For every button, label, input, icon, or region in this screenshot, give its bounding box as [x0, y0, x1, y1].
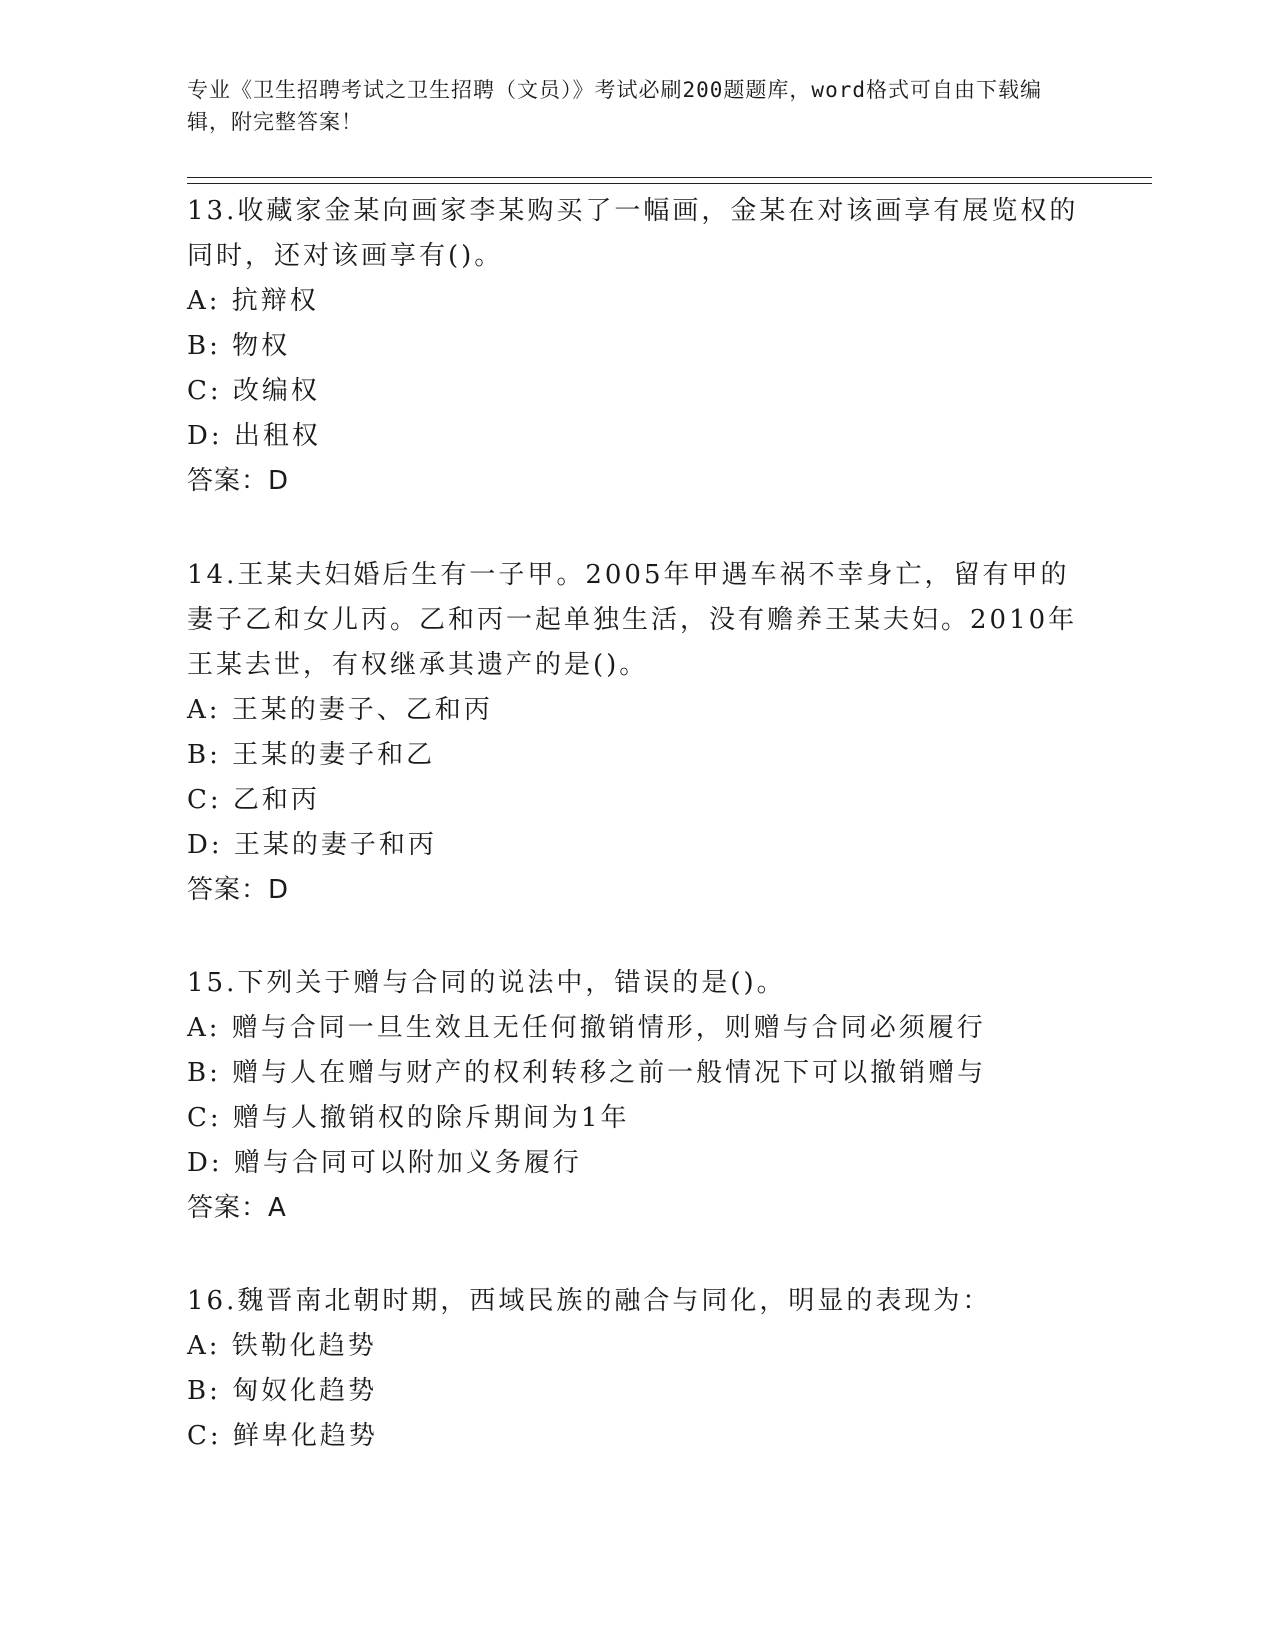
answer: 答案：D [187, 466, 290, 496]
answer: 答案：D [187, 875, 290, 905]
option-c: C: 改编权 [187, 376, 320, 406]
option-c: C: 鲜卑化趋势 [187, 1421, 378, 1451]
question-14 [187, 553, 1087, 913]
question-15 [187, 961, 1087, 1231]
header-divider-top [187, 177, 1152, 178]
option-a: A: 王某的妻子、乙和丙 [187, 695, 493, 725]
option-c: C: 乙和丙 [187, 785, 320, 815]
option-a: A: 铁勒化趋势 [187, 1331, 377, 1361]
question-stem: 14.王某夫妇婚后生有一子甲。2005年甲遇车祸不幸身亡，留有甲的妻子乙和女儿丙。乙和丙一起单独生活，没有赡养王某夫妇。2010年王某去世，有权继承其遗产的是()。 [187, 560, 1078, 680]
option-d: D: 赠与合同可以附加义务履行 [187, 1148, 582, 1178]
question-16 [187, 1279, 1087, 1459]
question-13 [187, 189, 1087, 504]
option-b: B: 物权 [187, 331, 291, 361]
question-stem: 15.下列关于赠与合同的说法中，错误的是()。 [187, 968, 786, 998]
option-d: D: 出租权 [187, 421, 321, 451]
answer: 答案：A [187, 1193, 287, 1223]
question-stem: 16.魏晋南北朝时期，西域民族的融合与同化，明显的表现为： [187, 1286, 992, 1316]
option-d: D: 王某的妻子和丙 [187, 830, 437, 860]
option-b: B: 王某的妻子和乙 [187, 740, 436, 770]
option-b: B: 匈奴化趋势 [187, 1376, 378, 1406]
document-header: 专业《卫生招聘考试之卫生招聘（文员）》考试必刷200题题库，word格式可自由下载编辑，附完整答案！ [187, 78, 1042, 134]
option-a: A: 赠与合同一旦生效且无任何撤销情形，则赠与合同必须履行 [187, 1013, 986, 1043]
option-c: C: 赠与人撤销权的除斥期间为1年 [187, 1103, 630, 1133]
option-a: A: 抗辩权 [187, 286, 319, 316]
question-stem: 13.收藏家金某向画家李某购买了一幅画，金某在对该画享有展览权的同时，还对该画享有()。 [187, 196, 1079, 271]
option-b: B: 赠与人在赠与财产的权利转移之前一般情况下可以撤销赠与 [187, 1058, 987, 1088]
header-divider-bottom [187, 183, 1152, 184]
